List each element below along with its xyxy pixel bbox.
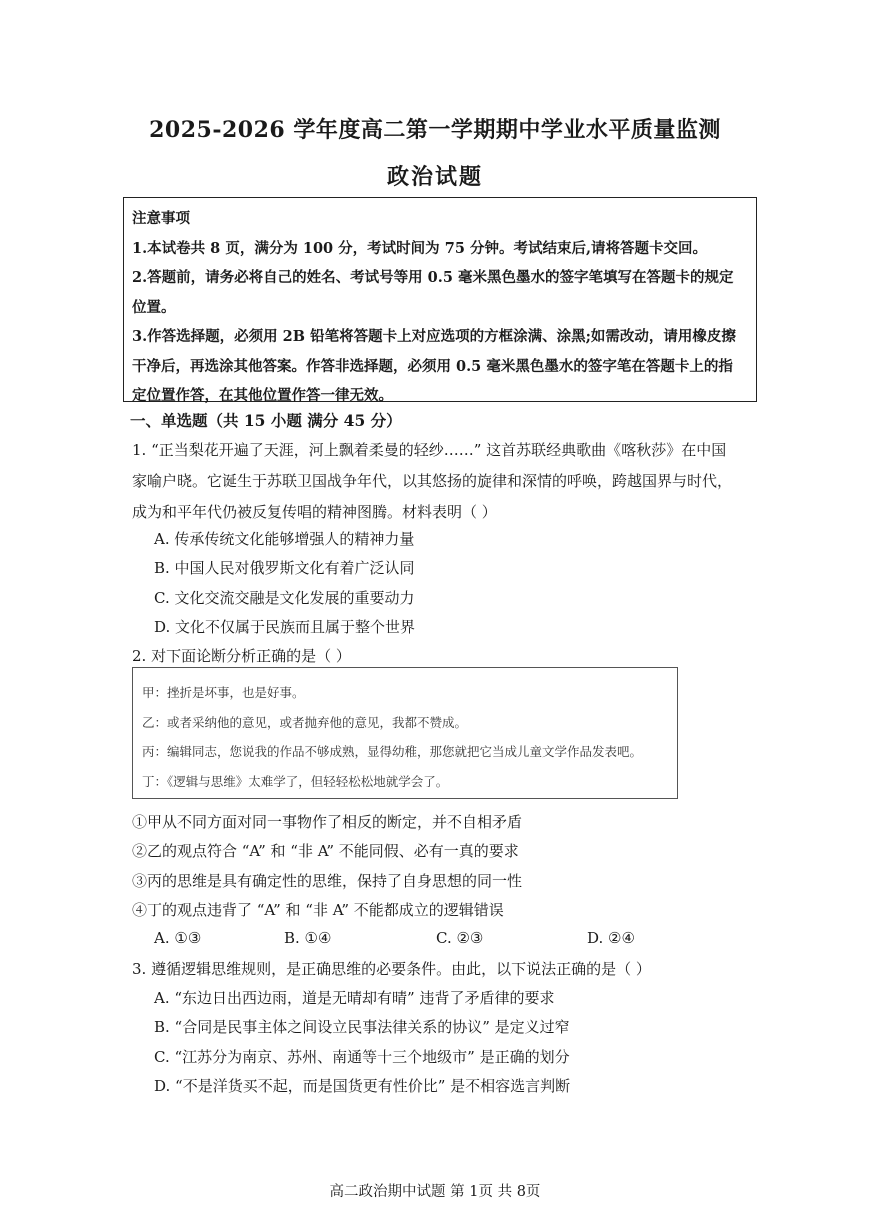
exam-subtitle: 政治试题 (386, 164, 483, 190)
question-2-option-d[interactable]: D. ②④ (587, 929, 635, 947)
notice-line-6: 定位置作答，在其他位置作答一律无效。 (132, 387, 393, 404)
question-1-line: 成为和平年代仍被反复传唱的精神图腾。材料表明（ ） (132, 503, 497, 521)
notice-line-2: 2.答题前，请务必将自己的姓名、考试号等用 0.5 毫米黑色墨水的签字笔填写在答题卡的规定 (132, 269, 734, 286)
question-1-stem (132, 435, 752, 528)
quote-ding: 丁：《逻辑与思维》太难学了，但轻轻松松地就学会了。 (142, 773, 449, 789)
quote-yi: 乙：或者采纳他的意见，或者抛弃他的意见，我都不赞成。 (142, 714, 468, 730)
question-2-stem: 2. 对下面论断分析正确的是（ ） (132, 647, 351, 665)
quote-box (132, 667, 678, 799)
exam-title: 2025-2026 学年度高二第一学期期中学业水平质量监测 (149, 117, 721, 143)
question-2-option-b[interactable]: B. ①④ (284, 929, 332, 947)
question-3-option-a[interactable]: A. “东边日出西边雨，道是无晴却有晴” 违背了矛盾律的要求 (154, 989, 555, 1007)
notice-line-1: 1.本试卷共 8 页，满分为 100 分，考试时间为 75 分钟。考试结束后,请将答题卡交回。 (132, 239, 708, 257)
question-1-option-d[interactable]: D. 文化不仅属于民族而且属于整个世界 (154, 618, 416, 636)
question-3-option-b[interactable]: B. “合同是民事主体之间设立民事法律关系的协议” 是定义过窄 (154, 1018, 570, 1036)
question-1-line: 家喻户晓。它诞生于苏联卫国战争年代，以其悠扬的旋律和深情的呼唤，跨越国界与时代， (132, 472, 733, 490)
page-footer: 高二政治期中试题 第 1页 共 8页 (329, 1184, 541, 1200)
question-1-option-b[interactable]: B. 中国人民对俄罗斯文化有着广泛认同 (154, 559, 415, 577)
statement-4: ④丁的观点违背了 “A” 和 “非 A” 不能都成立的逻辑错误 (132, 901, 504, 919)
statement-1: ①甲从不同方面对同一事物作了相反的断定，并不自相矛盾 (132, 813, 523, 831)
notice-line-5: 干净后，再选涂其他答案。作答非选择题，必须用 0.5 毫米黑色墨水的签字笔在答题卡上的指 (132, 357, 733, 375)
quote-jia: 甲：挫折是坏事，也是好事。 (142, 685, 305, 700)
notice-heading: 注意事项 (132, 210, 190, 227)
section-heading: 一、单选题（共 15 小题 满分 45 分） (130, 411, 402, 430)
statement-2: ②乙的观点符合 “A” 和 “非 A” 不能同假、必有一真的要求 (132, 842, 519, 860)
question-3-stem: 3. 遵循逻辑思维规则，是正确思维的必要条件。由此，以下说法正确的是（ ） (132, 960, 651, 978)
notice-line-3: 位置。 (132, 298, 176, 316)
question-3-option-c[interactable]: C. “江苏分为南京、苏州、南通等十三个地级市” 是正确的划分 (154, 1048, 570, 1066)
quote-bing: 丙：编辑同志，您说我的作品不够成熟，显得幼稚，那您就把它当成儿童文学作品发表吧。 (142, 744, 643, 759)
question-2-option-c[interactable]: C. ②③ (436, 929, 484, 947)
statement-3: ③丙的思维是具有确定性的思维，保持了自身思想的同一性 (132, 872, 523, 890)
question-3-option-d[interactable]: D. “不是洋货买不起，而是国货更有性价比” 是不相容选言判断 (154, 1077, 571, 1095)
question-1-line: 1. “正当梨花开遍了天涯，河上飘着柔曼的轻纱……” 这首苏联经典歌曲《喀秋莎》在中国 (132, 441, 727, 459)
question-2-option-a[interactable]: A. ①③ (154, 929, 202, 947)
notice-box (123, 197, 757, 402)
notice-line-4: 3.作答选择题，必须用 2B 铅笔将答题卡上对应选项的方框涂满、涂黑;如需改动，请用橡皮擦 (132, 328, 736, 345)
question-1-option-c[interactable]: C. 文化交流交融是文化发展的重要动力 (154, 589, 415, 607)
question-1-option-a[interactable]: A. 传承传统文化能够增强人的精神力量 (154, 530, 415, 548)
